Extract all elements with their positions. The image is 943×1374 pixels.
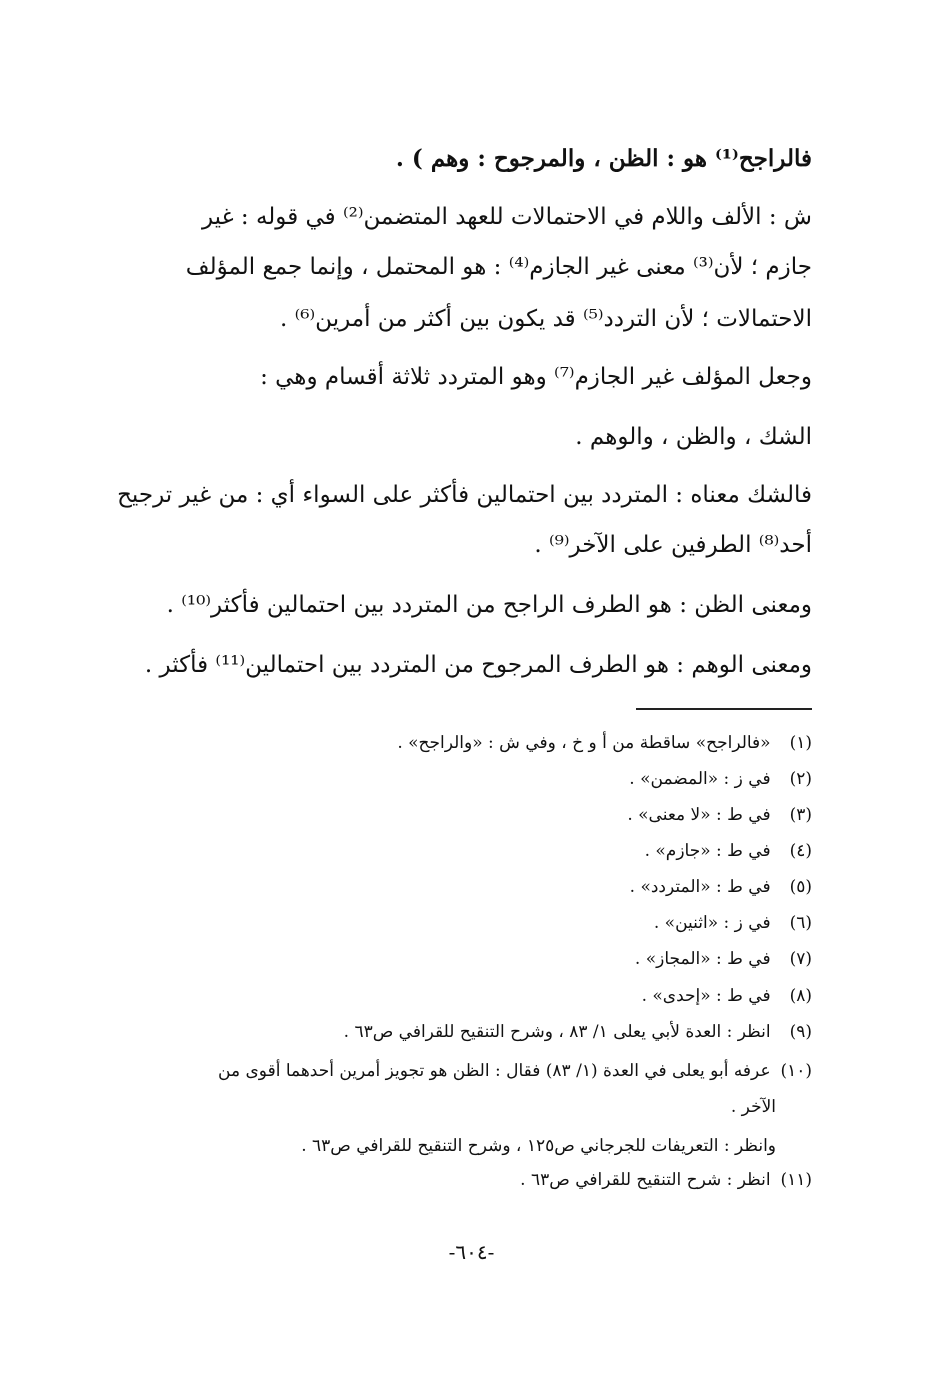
footnote-number: (٦) (789, 913, 812, 933)
footnote-text: انظر : شرح التنقيح للقرافي ص٦٣ . (520, 1170, 771, 1190)
footnote-text: في ط : «جازم» . (644, 841, 771, 861)
footnote-8 (100, 983, 812, 1009)
footnote-text: «فالراجح» ساقطة من أ و خ ، وفي ش : «والراجح» . (397, 733, 771, 753)
footnote-5 (100, 874, 812, 900)
text-line-10: ومعنى الوهم : هو الطرف المرجوح من المتردد بين احتمالين⁽¹¹⁾ فأكثر . (144, 652, 812, 678)
footnote-number: (٥) (789, 877, 812, 897)
footnote-text: في ط : «لا معنى» . (627, 805, 771, 825)
footnote-6 (100, 910, 812, 936)
footnote-3 (100, 802, 812, 828)
footnote-text: في ز : «المضمن» . (629, 769, 771, 789)
footnote-number: (٧) (789, 949, 812, 969)
footnote-text: عرفه أبو يعلى في العدة (١/ ٨٣) فقال : الظن هو تجويز أمرين أحدهما أقوى من (218, 1061, 771, 1081)
footnote-number: (٢) (789, 769, 812, 789)
page-number: -٦٠٤- (448, 1240, 495, 1264)
footnote-text: في ط : «إحدى» . (641, 986, 771, 1006)
footnote-text: في ز : «اثنين» . (653, 913, 771, 933)
footnote-divider (636, 708, 812, 710)
footnote-2 (100, 766, 812, 792)
footnote-number: (٩) (789, 1022, 812, 1042)
footnote-10 (100, 1058, 812, 1084)
text-line-5: وجعل المؤلف غير الجازم⁽⁷⁾ وهو المتردد ثلاثة أقسام وهي : (260, 364, 812, 390)
text-line-4: الاحتمالات ؛ لأن التردد⁽⁵⁾ قد يكون بين أكثر من أمرين⁽⁶⁾ . (280, 306, 812, 332)
footnote-4 (100, 838, 812, 864)
footnote-number: (٨) (789, 986, 812, 1006)
footnote-7 (100, 946, 812, 972)
text-line-9: ومعنى الظن : هو الطرف الراجح من المتردد بين احتمالين فأكثر⁽¹⁰⁾ . (166, 592, 812, 618)
footnote-text: انظر : العدة لأبي يعلى ١/ ٨٣ ، وشرح التنقيح للقرافي ص٦٣ . (343, 1022, 771, 1042)
footnote-1 (100, 730, 812, 756)
footnote-number: (٤) (789, 841, 812, 861)
text-line-8: أحد⁽⁸⁾ الطرفين على الآخر⁽⁹⁾ . (534, 532, 812, 558)
text-line-2: ش : الألف واللام في الاحتمالات للعهد المتضمن⁽²⁾ في قوله : غير (201, 204, 812, 230)
footnote-number: (١) (789, 733, 812, 753)
footnote-number: (٣) (789, 805, 812, 825)
text-line-7: فالشك معناه : المتردد بين احتمالين فأكثر على السواء أي : من غير ترجيح (117, 482, 812, 508)
footnote-text: وانظر : التعريفات للجرجاني ص١٢٥ ، وشرح التنقيح للقرافي ص٦٣ . (301, 1136, 776, 1156)
text-line-6: الشك ، والظن ، والوهم . (575, 424, 812, 450)
footnote-number: (١٠) (780, 1061, 812, 1081)
footnote-9 (100, 1019, 812, 1045)
footnote-text: في ط : «المجاز» . (634, 949, 771, 969)
text-line-1: فالراجح⁽¹⁾ هو : الظن ، والمرجوح : وهم ) . (395, 145, 812, 172)
text-line-3: جازم ؛ لأن⁽³⁾ معنى غير الجازم⁽⁴⁾ : هو المحتمل ، وإنما جمع المؤلف (185, 254, 812, 280)
footnote-11 (100, 1167, 812, 1193)
footnote-text: في ط : «المتردد» . (629, 877, 771, 897)
footnote-10-see-also (301, 1133, 776, 1159)
footnote-10-continuation (731, 1094, 776, 1120)
footnote-text: الآخر . (730, 1097, 776, 1117)
footnote-number: (١١) (780, 1170, 812, 1190)
